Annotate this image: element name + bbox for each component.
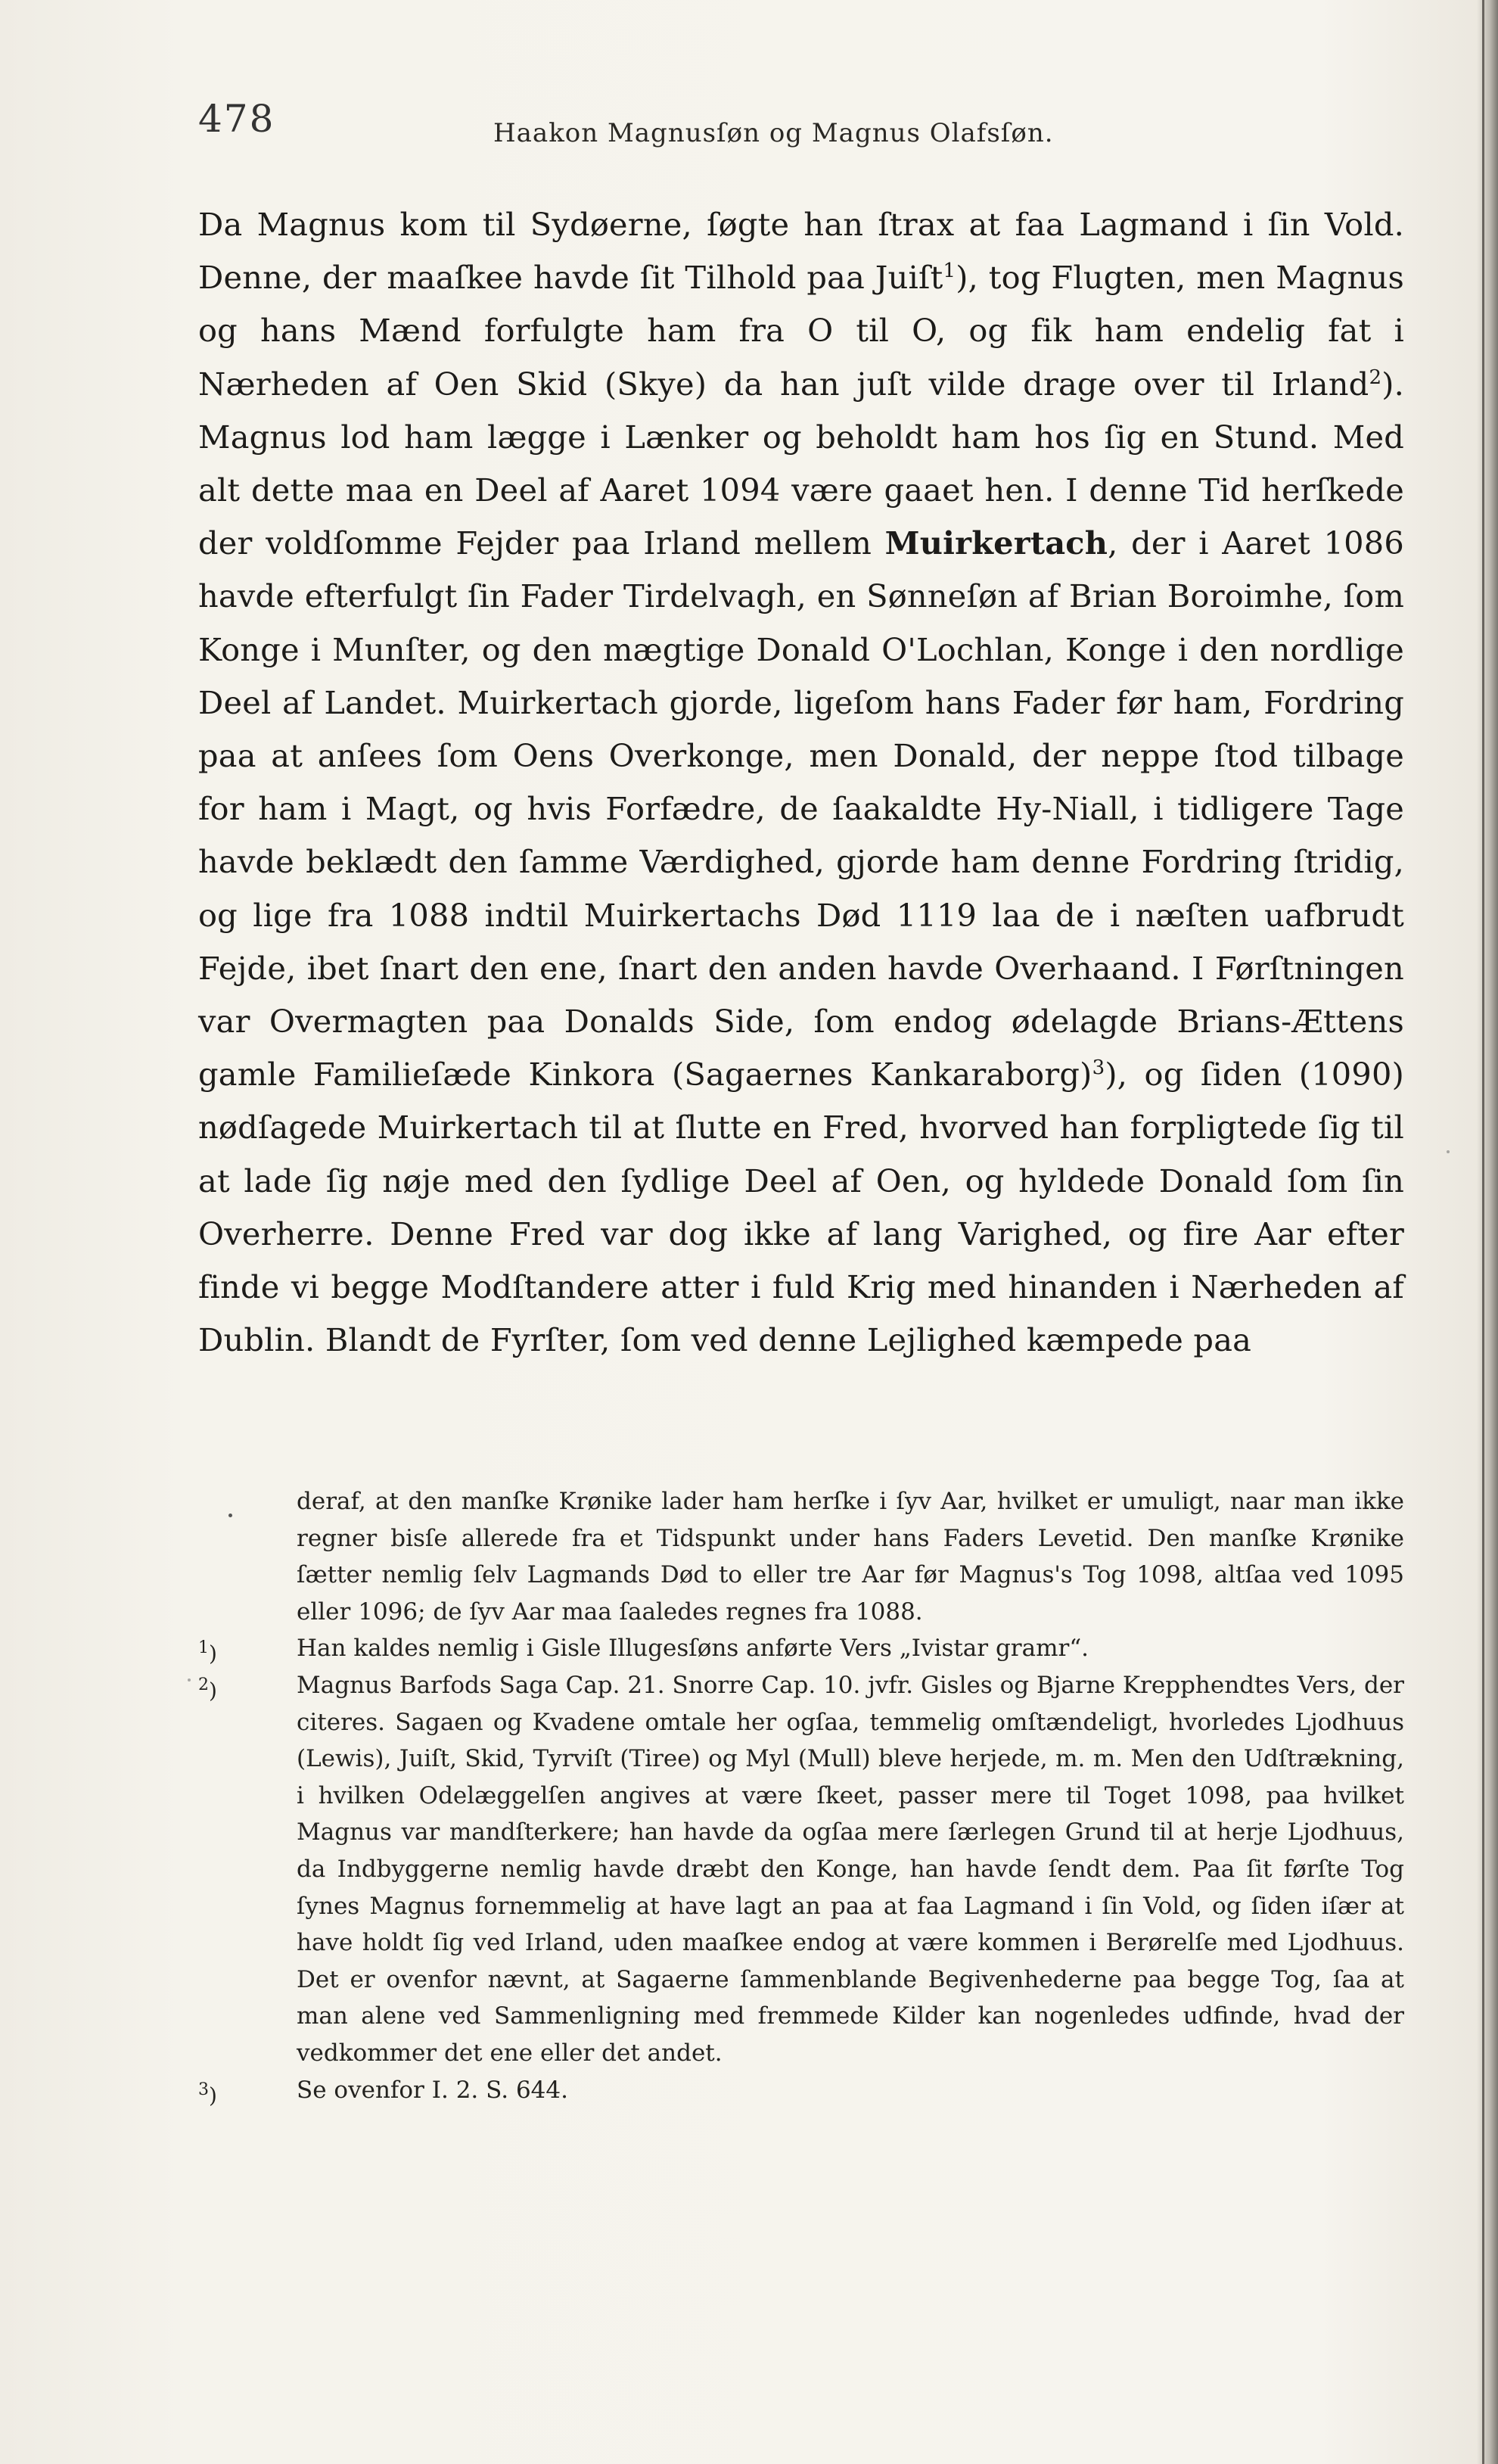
- footnote-marker: $^3$): [198, 2080, 217, 2108]
- text-segment: ), og ſiden (1090) nødſagede Muirkertach til at ſlutte en Fred, hvorved han forpligtede ſig til at lade ſig nøje med den ſydlige Deel af Oen, og hyldede Donald ſom ſin Overherre. Denne Fred var dog ikke af lang Varighed, og fire Aar efter finde vi begge Modſtandere atter i fuld Krig med hinanden i Nærheden af Dublin. Blandt de Fyrſter, ſom ved denne Lejlighed kæmpede paa: [198, 1056, 1404, 1359]
- text-segment: Da Magnus kom til Sydøerne, ſøgte han ſtrax at faa Lagmand i ſin Vold. Denne, der maaſkee havde ſit Tilhold paa Juiſt: [198, 206, 1404, 297]
- footnote-continuation: deraf, at den manſke Krønike lader ham herſke i ſyv Aar, hvilket er umuligt, naar man ikke regner bisſe allerede fra et Tidspunkt under hans Faders Levetid. Den manſke Krønike ſætter nemlig ſelv Lagmands Død to eller tre Aar før Magnus's Tog 1098, altſaa ved 1095 eller 1096; de ſyv Aar maa ſaaledes regnes fra 1088.: [297, 1488, 1404, 1626]
- footnote-ref-1: 1: [943, 260, 956, 283]
- text-segment: ), tog Flugten, men Magnus og hans Mænd forfulgte ham fra O til O, og fik ham endelig fat i Nærheden af Oen Skid (Skye) da han juſt vilde drage over til Irland: [198, 259, 1404, 403]
- text-segment: , der i Aaret 1086 havde efterfulgt ſin Fader Tirdelvagh, en Sønneſøn af Brian Boroimhe, ſom Konge i Munſter, og den mægtige Donald O'Lochlan, Konge i den nordlige Deel af Landet. Muirkertach gjorde, ligeſom hans Fader før ham, Fordring paa at anſees ſom Oens Overkonge, men Donald, der neppe ſtod tilbage for ham i Magt, og hvis Forfædre, de ſaakaldte Hy-Niall, i tidligere Tage havde beklædt den ſamme Værdighed, gjorde ham denne Fordring ſtridig, og lige fra 1088 indtil Muirkertachs Død 1119 laa de i næſten uafbrudt Fejde, ibet ſnart den ene, ſnart den anden havde Overhaand. I Førſtningen var Overmagten paa Donalds Side, ſom endog ødelagde Brians-Ættens gamle Familieſæde Kinkora (Sagaernes Kankaraborg): [198, 524, 1404, 1094]
- page-number: 478: [198, 97, 275, 141]
- margin-speck: [188, 1678, 191, 1682]
- page-edge-shadow: [1477, 0, 1498, 2464]
- footnote-2: [198, 1667, 1404, 2072]
- text-segment: ). Magnus lod ham lægge i Lænker og beholdt ham hos ſig en Stund. Med alt dette maa en Deel af Aaret 1094 være gaaet hen. I denne Tid herſkede der voldſomme Fejder paa Irland mellem: [198, 365, 1404, 562]
- running-head: Haakon Magnusſøn og Magnus Olafsſøn.: [493, 118, 1054, 148]
- main-text: [198, 198, 1404, 1367]
- footnote-text: Magnus Barfods Saga Cap. 21. Snorre Cap. 10. jvfr. Gisles og Bjarne Krepphendtes Vers, der citeres. Sagaen og Kvadene omtale her ogſaa, temmelig omſtændeligt, hvorledes Ljodhuus (Lewis), Juiſt, Skid, Tyrviſt (Tiree) og Myl (Mull) bleve herjede, m. m. Men den Udſtrækning, i hvilken Odelæggelſen angives at være ſkeet, passer mere til Toget 1098, paa hvilket Magnus var mandſterkere; han havde da ogſaa mere ſærlegen Grund til at herje Ljodhuus, da Indbyggerne nemlig havde dræbt den Konge, han havde ſendt dem. Paa ſit førſte Tog ſynes Magnus fornemmelig at have lagt an paa at faa Lagmand i ſin Vold, og ſiden iſær at have holdt ſig ved Irland, uden maaſkee endog at være kommen i Berørelſe med Ljodhuus. Det er ovenfor nævnt, at Sagaerne ſammenblande Begivenhederne paa begge Tog, ſaa at man alene ved Sammenligning med fremmede Kilder kan nogenledes udfinde, hvad der vedkommer det ene eller det andet.: [297, 1671, 1404, 2067]
- footnote-ref-3: 3: [1092, 1056, 1105, 1080]
- footnote-3: [198, 2072, 1404, 2109]
- footnote-text: Han kaldes nemlig i Gisle Illugesſøns anførte Vers „Ivistar gramr“.: [297, 1635, 1089, 1663]
- page-header: [198, 97, 1439, 157]
- page-edge-line: [1482, 0, 1484, 2464]
- highlighted-name: Muirkertach: [884, 524, 1108, 562]
- margin-speck: [1447, 1150, 1450, 1153]
- main-paragraph: [198, 198, 1404, 1367]
- footnotes: [198, 1483, 1404, 2108]
- footnote-marker: $^2$): [198, 1675, 217, 1703]
- footnote-ref-2: 2: [1369, 366, 1382, 389]
- footnote-marker: $^1$): [198, 1638, 217, 1666]
- footnote-text: Se ovenfor I. 2. S. 644.: [297, 2076, 568, 2104]
- footnote-1: [198, 1630, 1404, 1667]
